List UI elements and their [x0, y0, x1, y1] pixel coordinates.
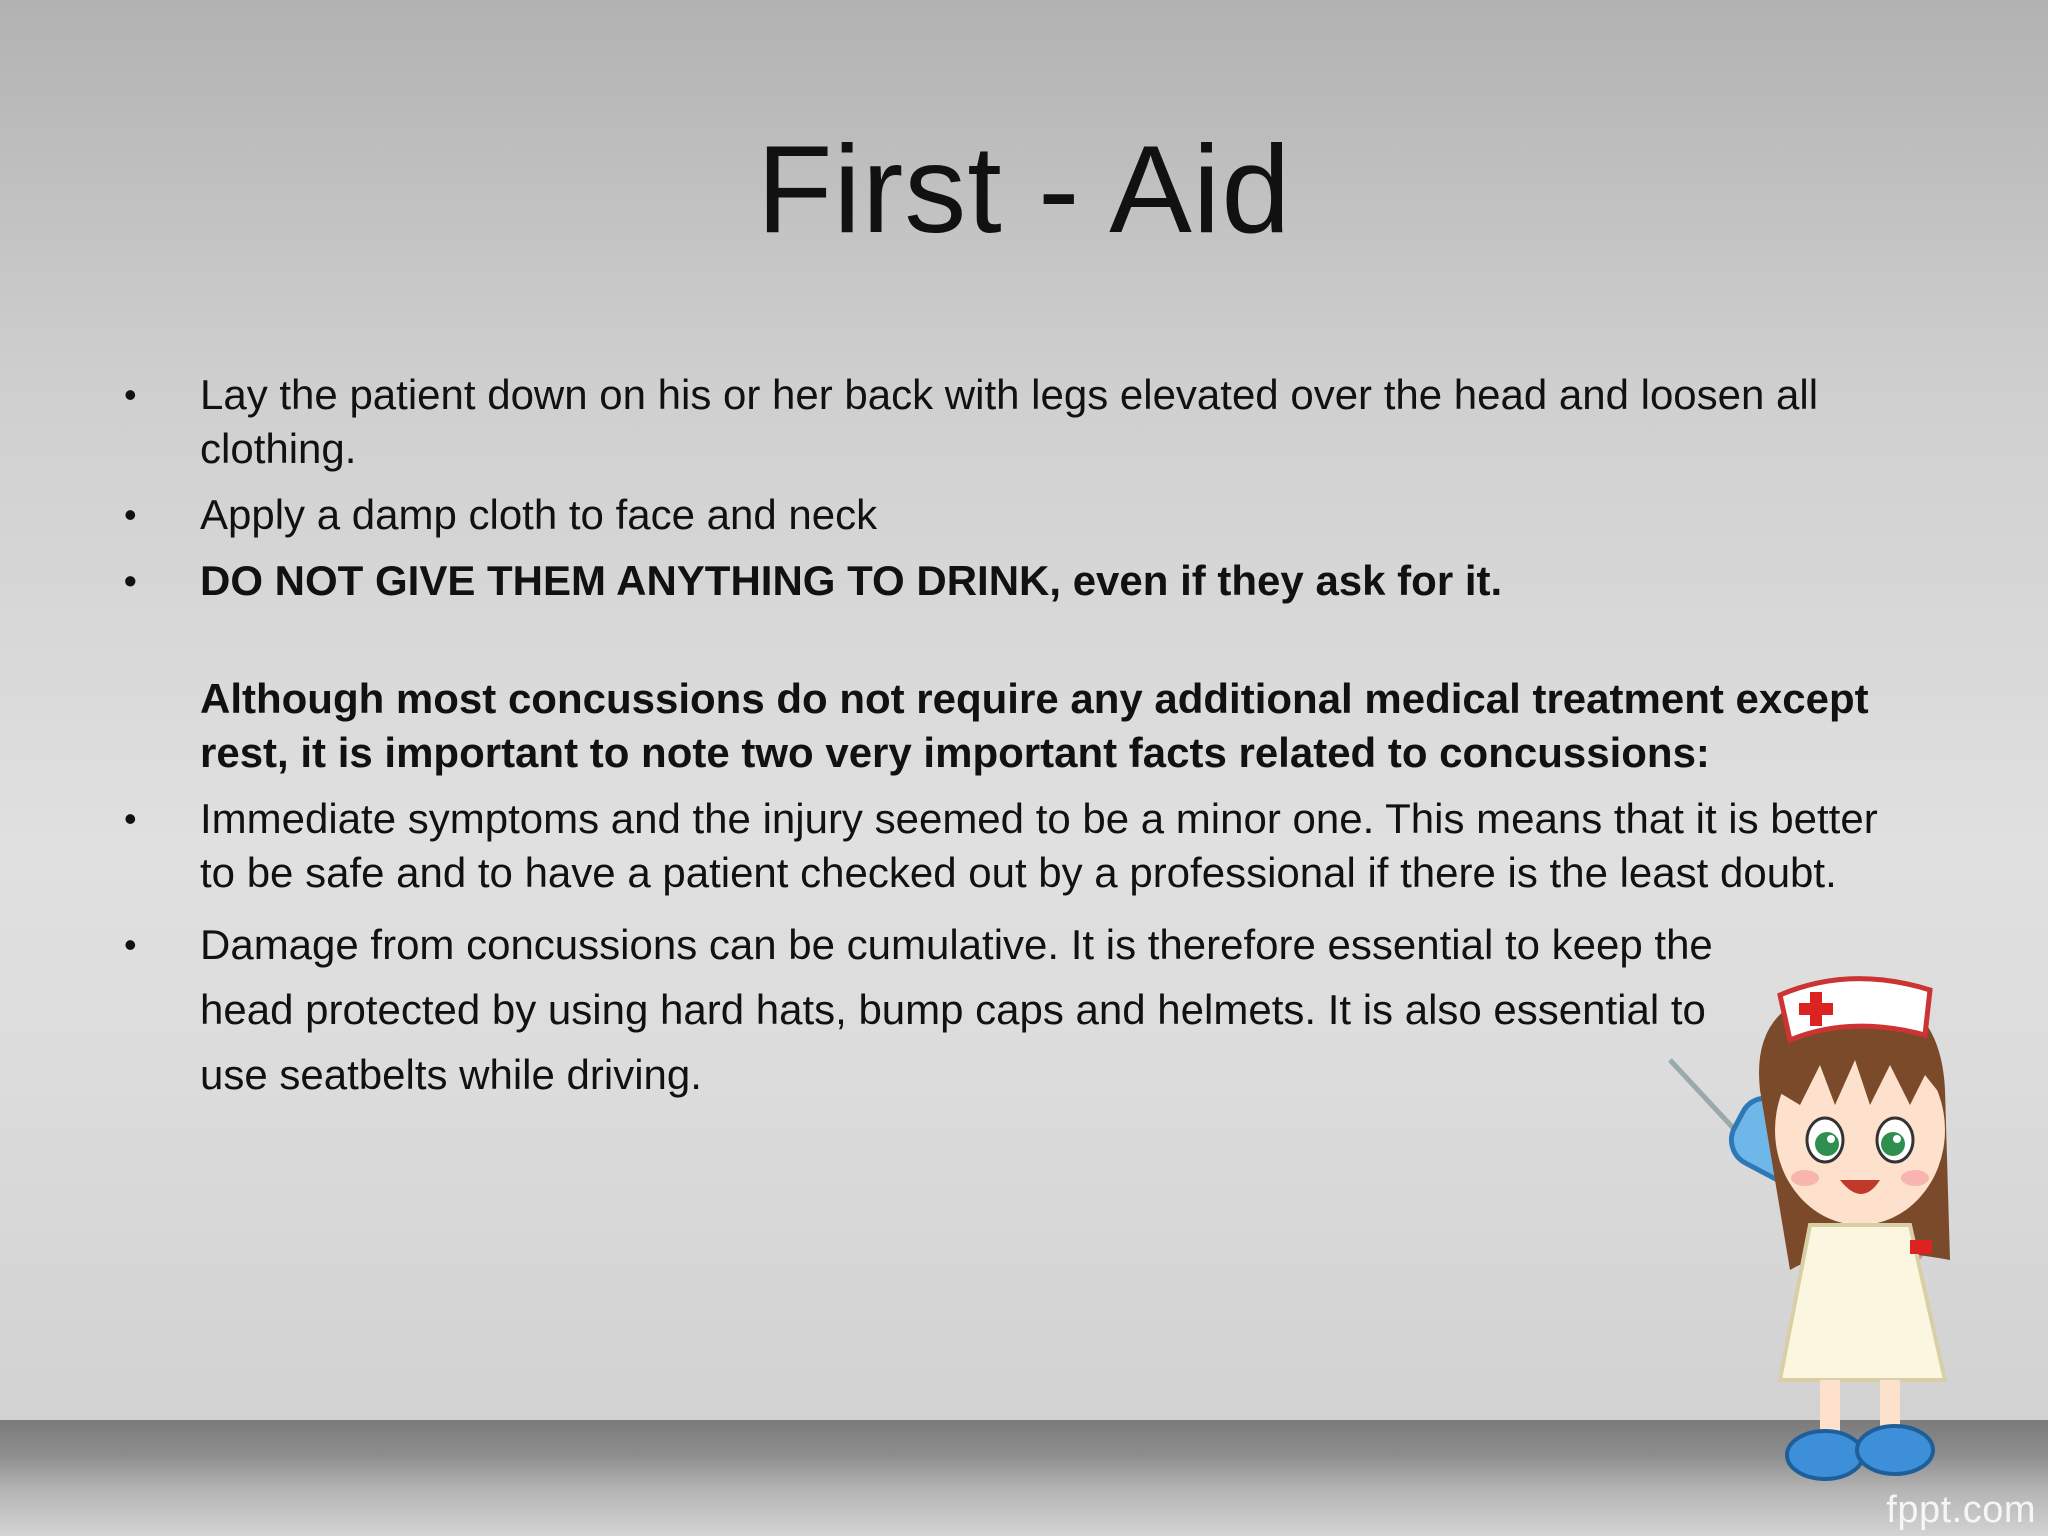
bullet-text: DO NOT GIVE THEM ANYTHING TO DRINK, even if they ask for it.	[200, 557, 1503, 604]
list-item	[118, 368, 1918, 476]
bullet-text: Lay the patient down on his or her back with legs elevated over the head and loosen all clothing.	[200, 371, 1819, 472]
bullet-icon: •	[124, 924, 137, 965]
bullet-icon: •	[124, 494, 137, 535]
bullet-text: Immediate symptoms and the injury seemed to be a minor one. This means that it is better to be safe and to have a patient checked out by a professional if there is the least doubt.	[200, 795, 1878, 896]
watermark: fppt.com	[1886, 1489, 2036, 1531]
bullet-icon: •	[124, 798, 137, 839]
list-item	[118, 554, 1918, 608]
bullet-icon: •	[124, 374, 137, 415]
bullet-text: Apply a damp cloth to face and neck	[200, 491, 878, 538]
list-item	[118, 912, 1818, 1107]
nurse-illustration	[1640, 940, 2040, 1500]
list-item	[118, 488, 1918, 542]
list-item	[118, 792, 1918, 900]
note-text: Although most concussions do not require any additional medical treatment except rest, it is important to note two very important facts related to concussions:	[200, 675, 1869, 776]
bullet-icon: •	[124, 560, 137, 601]
bullet-text: Damage from concussions can be cumulative. It is therefore essential to keep the head protected by using hard hats, bump caps and helmets. It is also essential to use seatbelts while driving.	[200, 921, 1713, 1098]
slide-title: First - Aid	[756, 121, 1292, 259]
note-paragraph	[118, 672, 1918, 780]
